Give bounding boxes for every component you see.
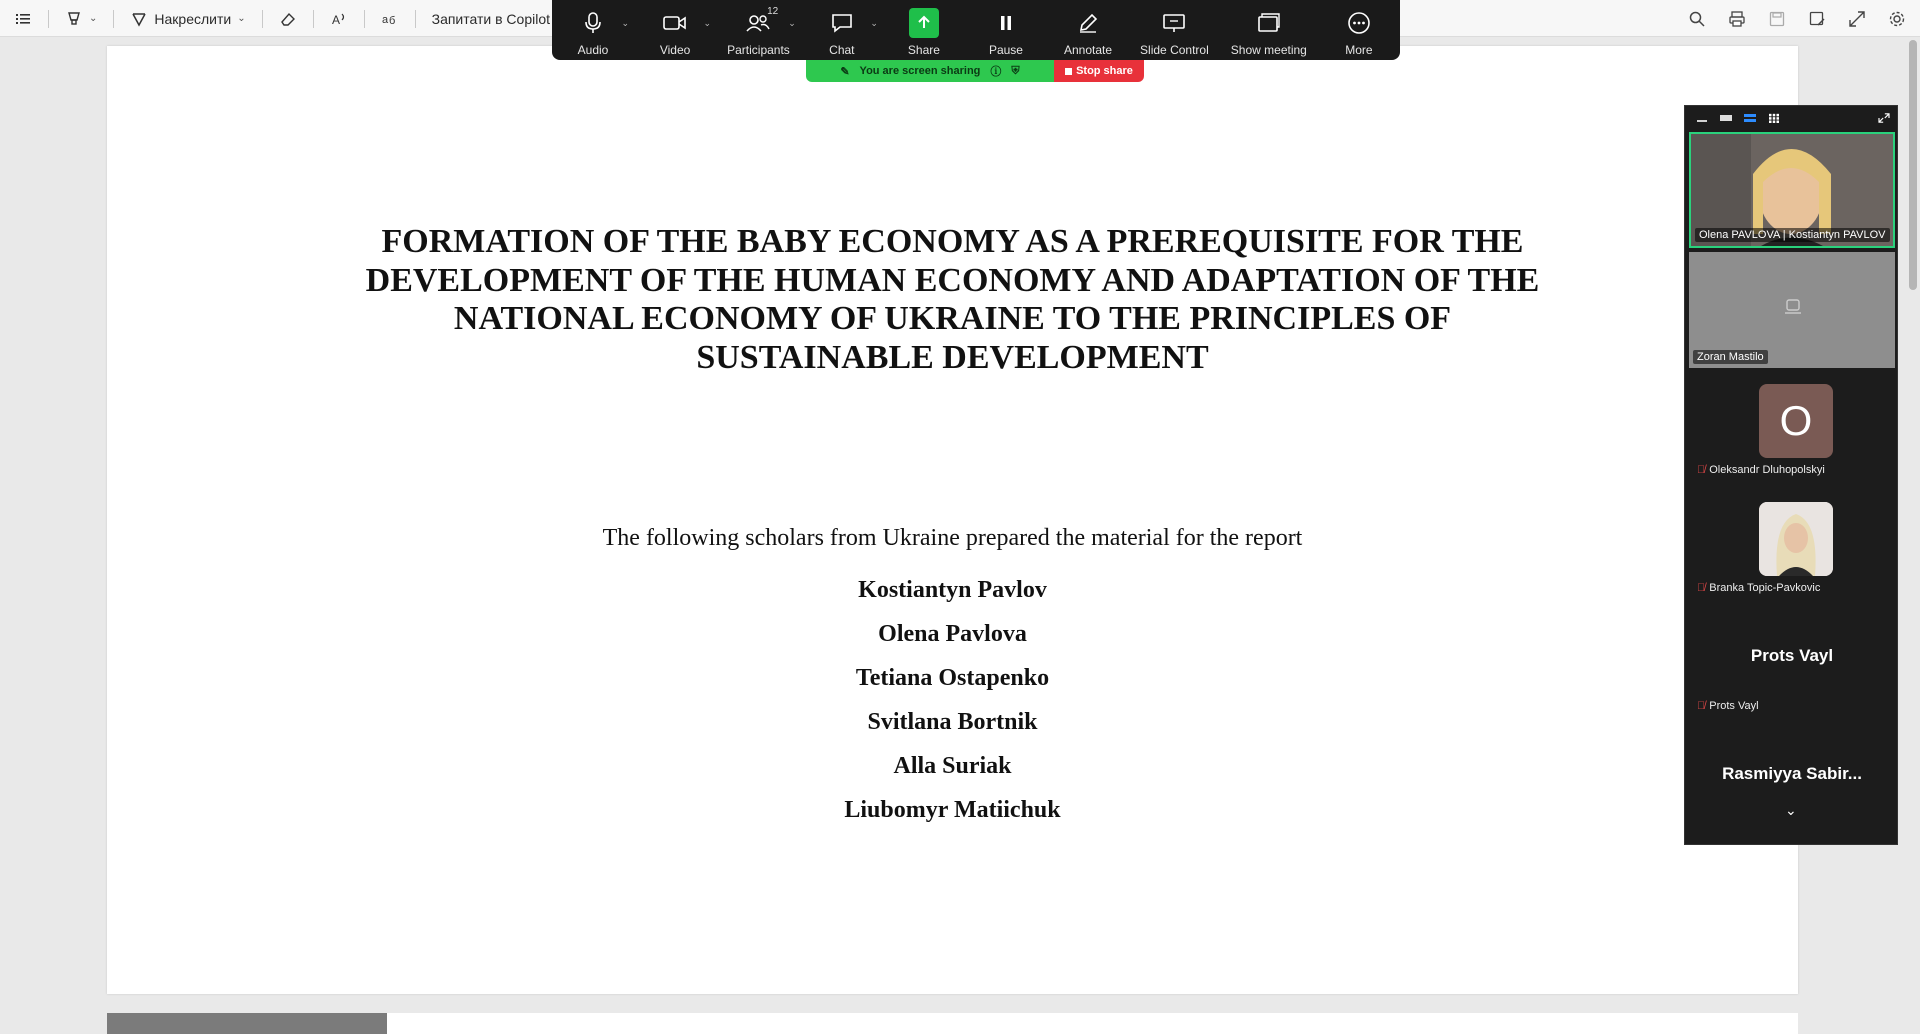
author-list bbox=[107, 568, 1798, 832]
stop-share-button[interactable] bbox=[1054, 60, 1144, 82]
save-as-icon[interactable] bbox=[1808, 10, 1826, 28]
participant-tile[interactable] bbox=[1689, 252, 1895, 368]
annotate-button[interactable] bbox=[1058, 8, 1118, 57]
share-screen-icon bbox=[914, 14, 934, 32]
gear-icon[interactable] bbox=[1888, 10, 1906, 28]
stop-share-label: Stop share bbox=[1076, 65, 1133, 77]
toolbar-divider bbox=[262, 10, 263, 28]
eraser-button[interactable] bbox=[273, 6, 303, 32]
control-label: Chat bbox=[829, 43, 855, 57]
chevron-down-icon[interactable]: ⌄ bbox=[621, 18, 630, 28]
participants-button[interactable] bbox=[727, 6, 796, 57]
control-label: Audio bbox=[577, 43, 609, 57]
participant-tile[interactable] bbox=[1689, 132, 1895, 248]
control-label: Pause bbox=[988, 43, 1023, 57]
chat-button[interactable] bbox=[812, 8, 878, 57]
participant-tile[interactable] bbox=[1689, 488, 1895, 604]
chevron-down-icon[interactable]: ⌄ bbox=[870, 18, 878, 28]
title-line: FORMATION OF THE BABY ECONOMY AS A PREREQUISITE FOR THE bbox=[381, 223, 1524, 260]
meeting-controls bbox=[552, 0, 1400, 60]
pin-icon: ✎ bbox=[840, 65, 850, 78]
avatar-initial: O bbox=[1759, 384, 1833, 458]
gallery-view-toolbar bbox=[1685, 106, 1897, 130]
microphone-icon bbox=[582, 11, 604, 35]
audio-button[interactable] bbox=[563, 8, 630, 57]
toolbar-divider bbox=[313, 10, 314, 28]
chevron-down-icon[interactable]: ⌄ bbox=[788, 18, 796, 28]
scrollbar[interactable] bbox=[1908, 40, 1918, 1034]
share-button[interactable] bbox=[894, 8, 954, 57]
control-label: Slide Control bbox=[1140, 43, 1209, 57]
author-name: Liubomyr Matiichuk bbox=[844, 797, 1061, 823]
strip-view-icon[interactable] bbox=[1743, 113, 1757, 123]
draw-icon bbox=[130, 10, 148, 28]
participant-name: Oleksandr Dluhopolskyi bbox=[1709, 464, 1825, 476]
chevron-down-icon[interactable]: ⌄ bbox=[1785, 802, 1797, 818]
toolbar-divider bbox=[415, 10, 416, 28]
author-name: Olena Pavlova bbox=[878, 621, 1027, 647]
next-page-image bbox=[107, 1013, 387, 1034]
mic-muted-icon: 🎙̸ bbox=[1697, 464, 1706, 476]
title-line: SUSTAINABLE DEVELOPMENT bbox=[696, 338, 1209, 376]
participant-tile[interactable] bbox=[1689, 606, 1895, 722]
author-name: Alla Suriak bbox=[893, 753, 1012, 779]
search-icon[interactable] bbox=[1688, 10, 1706, 28]
svg-text:б: б bbox=[388, 14, 395, 27]
author-name: Tetiana Ostapenko bbox=[855, 665, 1050, 691]
sharing-status-text: You are screen sharing bbox=[859, 65, 981, 77]
copilot-label: Запитати в Copilot bbox=[431, 10, 551, 27]
pencil-icon bbox=[1077, 12, 1099, 34]
author-name: Kostiantyn Pavlov bbox=[858, 577, 1047, 603]
svg-text:a: a bbox=[381, 13, 388, 26]
save-icon[interactable] bbox=[1768, 10, 1786, 28]
title-line: DEVELOPMENT OF THE HUMAN ECONOMY AND ADAPTATION OF THE bbox=[365, 261, 1540, 299]
camera-off-icon bbox=[1782, 294, 1804, 316]
control-label: Annotate bbox=[1063, 43, 1113, 57]
participant-name: Zoran Mastilo bbox=[1693, 350, 1768, 364]
read-aloud-icon bbox=[330, 10, 348, 28]
expand-icon[interactable] bbox=[1877, 113, 1891, 123]
more-button[interactable] bbox=[1329, 8, 1389, 57]
pause-icon bbox=[998, 14, 1014, 32]
show-meeting-icon bbox=[1257, 12, 1281, 34]
control-label: Show meeting bbox=[1230, 43, 1307, 57]
control-label: More bbox=[1345, 43, 1373, 57]
grid-view-icon[interactable] bbox=[1767, 113, 1781, 123]
participant-name: Branka Topic-Pavkovic bbox=[1709, 582, 1821, 594]
draw-button[interactable] bbox=[124, 6, 251, 32]
chevron-down-icon: ⌄ bbox=[89, 13, 98, 24]
show-meeting-button[interactable] bbox=[1231, 8, 1307, 57]
document-subtitle: The following scholars from Ukraine prepared the material for the report bbox=[602, 525, 1303, 551]
slide-control-button[interactable] bbox=[1140, 8, 1209, 57]
video-camera-icon bbox=[662, 13, 688, 33]
scrollbar-thumb[interactable] bbox=[1909, 40, 1917, 290]
document-title bbox=[107, 223, 1798, 377]
chevron-down-icon: ⌄ bbox=[237, 13, 246, 24]
shield-icon[interactable]: ⛨ bbox=[1011, 64, 1020, 77]
pause-button[interactable] bbox=[976, 8, 1036, 57]
toolbar-divider bbox=[113, 10, 114, 28]
draw-label: Накреслити bbox=[154, 10, 232, 27]
participant-display-name: Prots Vayl bbox=[1750, 646, 1834, 665]
copilot-button[interactable] bbox=[426, 7, 556, 31]
print-icon[interactable] bbox=[1728, 10, 1746, 28]
fullscreen-icon[interactable] bbox=[1848, 10, 1866, 28]
highlight-button[interactable] bbox=[59, 6, 103, 32]
title-line: NATIONAL ECONOMY OF UKRAINE TO THE PRINCIPLES OF bbox=[453, 300, 1452, 337]
mic-muted-icon: 🎙̸ bbox=[1697, 582, 1706, 594]
minimize-icon[interactable] bbox=[1695, 113, 1709, 123]
translate-button[interactable] bbox=[375, 6, 405, 32]
contents-icon[interactable] bbox=[8, 6, 38, 32]
info-icon[interactable]: ⓘ bbox=[990, 66, 1002, 78]
participant-name: Olena PAVLOVA | Kostiantyn PAVLOV bbox=[1695, 228, 1890, 242]
avatar bbox=[1759, 502, 1833, 576]
speaker-view-icon[interactable] bbox=[1719, 113, 1733, 123]
toolbar-divider bbox=[48, 10, 49, 28]
participant-count: 12 bbox=[767, 6, 779, 17]
screen-sharing-banner bbox=[806, 60, 1144, 82]
control-label: Video bbox=[659, 43, 691, 57]
slide-control-icon bbox=[1162, 12, 1186, 34]
video-button[interactable] bbox=[645, 8, 712, 57]
participant-name: Prots Vayl bbox=[1709, 700, 1759, 712]
chevron-down-icon[interactable]: ⌄ bbox=[703, 18, 712, 28]
read-aloud-button[interactable] bbox=[324, 6, 354, 32]
eraser-icon bbox=[279, 10, 297, 28]
highlighter-icon bbox=[65, 10, 83, 28]
participant-display-name: Rasmiyya Sabir... bbox=[1722, 764, 1862, 783]
next-page bbox=[107, 1013, 1798, 1034]
pdf-page bbox=[107, 46, 1798, 994]
control-label: Share bbox=[907, 43, 940, 57]
mic-muted-icon: 🎙̸ bbox=[1697, 700, 1706, 712]
participant-tile[interactable] bbox=[1689, 370, 1895, 486]
toolbar-divider bbox=[364, 10, 365, 28]
video-gallery-panel bbox=[1684, 105, 1898, 845]
stop-icon bbox=[1065, 68, 1072, 75]
participant-tile[interactable] bbox=[1689, 724, 1895, 842]
author-name: Svitlana Bortnik bbox=[867, 709, 1038, 735]
control-label: Participants bbox=[727, 43, 790, 57]
svg-text:A: A bbox=[331, 12, 340, 27]
chat-icon bbox=[830, 12, 854, 34]
translate-icon bbox=[381, 10, 399, 28]
sharing-status[interactable] bbox=[806, 60, 1054, 82]
more-icon bbox=[1347, 11, 1371, 35]
